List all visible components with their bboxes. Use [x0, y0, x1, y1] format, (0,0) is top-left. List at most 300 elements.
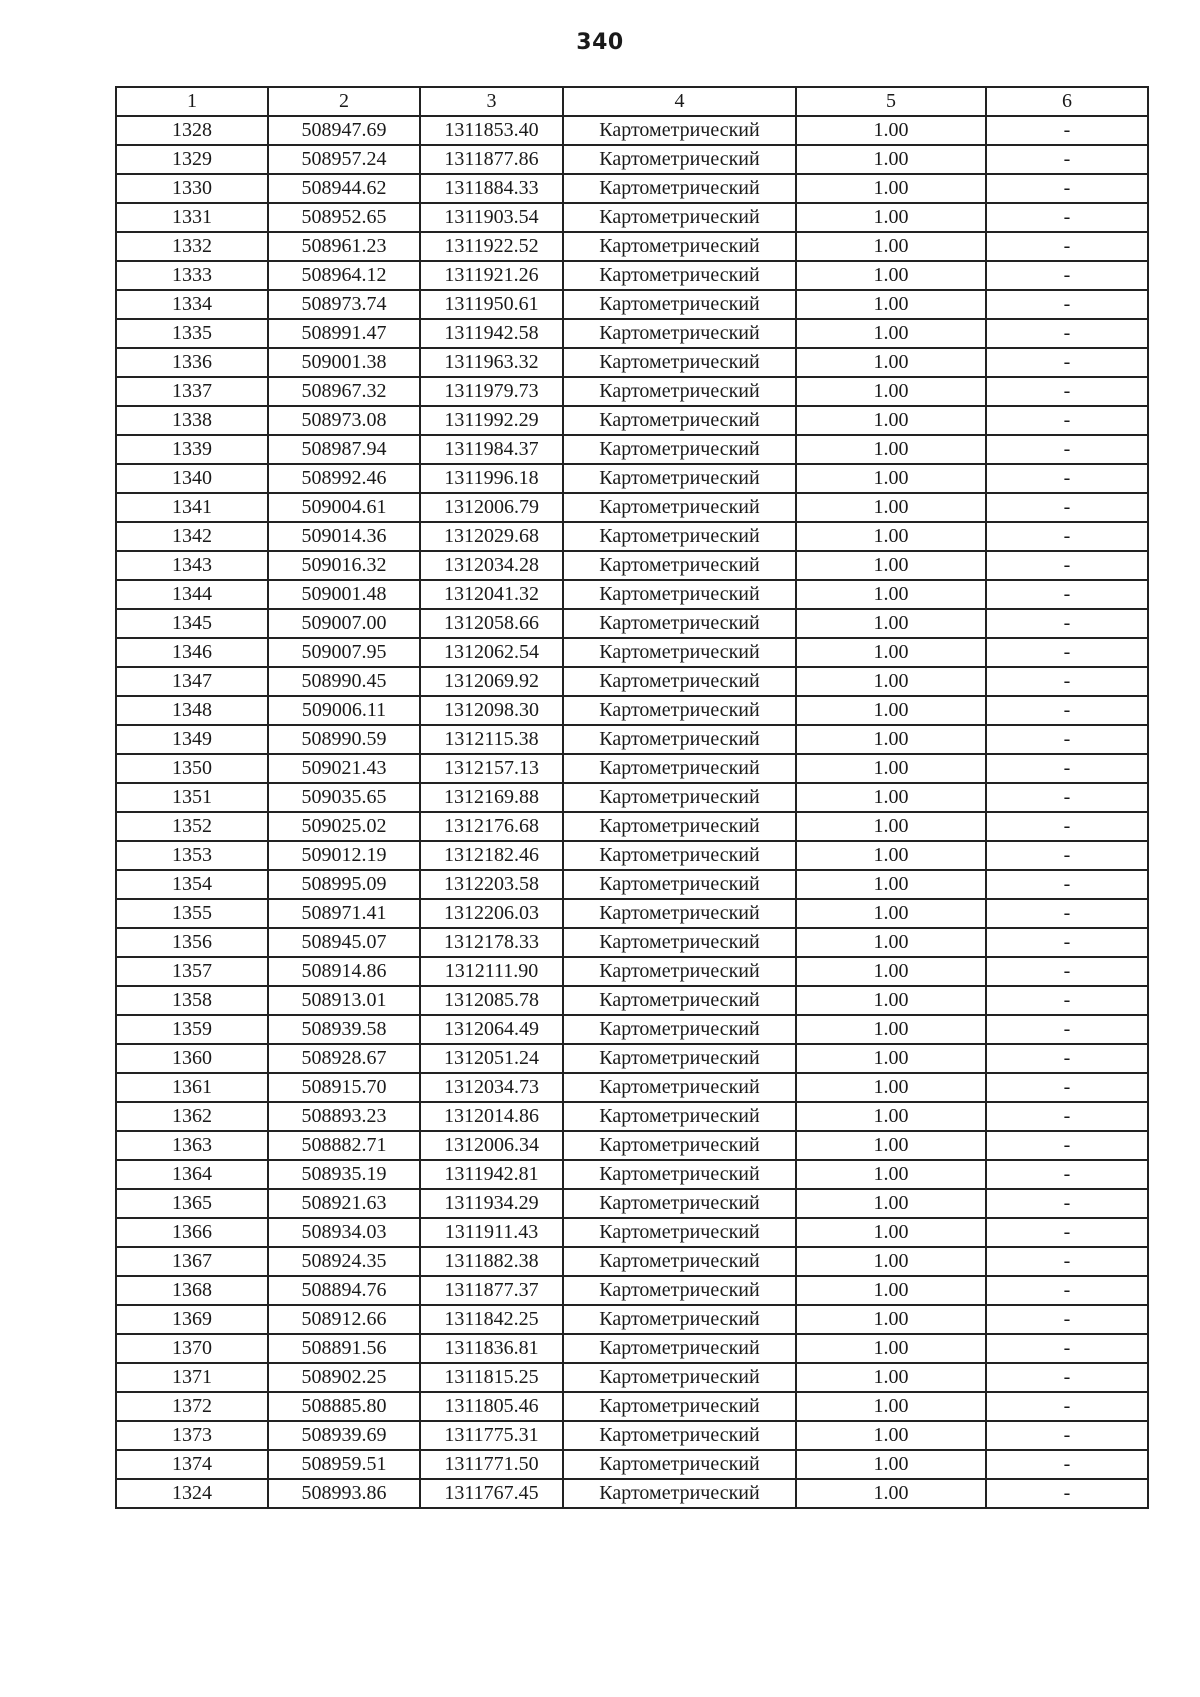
x-coordinate-cell: 508964.12: [268, 261, 420, 290]
accuracy-cell: 1.00: [796, 1450, 986, 1479]
accuracy-cell: 1.00: [796, 1044, 986, 1073]
point-number-cell: 1349: [116, 725, 268, 754]
point-number-cell: 1342: [116, 522, 268, 551]
table-row: [116, 899, 1148, 928]
y-coordinate-cell: 1312178.33: [420, 928, 563, 957]
description-cell: -: [986, 1218, 1148, 1247]
x-coordinate-cell: 508967.32: [268, 377, 420, 406]
x-coordinate-cell: 509007.95: [268, 638, 420, 667]
point-number-cell: 1338: [116, 406, 268, 435]
method-cell: Картометрический: [563, 348, 796, 377]
table-row: [116, 1421, 1148, 1450]
description-cell: -: [986, 522, 1148, 551]
y-coordinate-cell: 1311984.37: [420, 435, 563, 464]
x-coordinate-cell: 509016.32: [268, 551, 420, 580]
method-cell: Картометрический: [563, 1276, 796, 1305]
accuracy-cell: 1.00: [796, 551, 986, 580]
accuracy-cell: 1.00: [796, 522, 986, 551]
method-cell: Картометрический: [563, 1479, 796, 1508]
y-coordinate-cell: 1311882.38: [420, 1247, 563, 1276]
method-cell: Картометрический: [563, 1421, 796, 1450]
y-coordinate-cell: 1311842.25: [420, 1305, 563, 1334]
y-coordinate-cell: 1311992.29: [420, 406, 563, 435]
y-coordinate-cell: 1312111.90: [420, 957, 563, 986]
description-cell: -: [986, 377, 1148, 406]
description-cell: -: [986, 928, 1148, 957]
method-cell: Картометрический: [563, 1189, 796, 1218]
method-cell: Картометрический: [563, 1392, 796, 1421]
point-number-cell: 1343: [116, 551, 268, 580]
x-coordinate-cell: 508990.59: [268, 725, 420, 754]
page-number: 340: [576, 30, 624, 55]
method-cell: Картометрический: [563, 1131, 796, 1160]
description-cell: -: [986, 1102, 1148, 1131]
description-cell: -: [986, 493, 1148, 522]
accuracy-cell: 1.00: [796, 667, 986, 696]
accuracy-cell: 1.00: [796, 1189, 986, 1218]
x-coordinate-cell: 508973.08: [268, 406, 420, 435]
y-coordinate-cell: 1311911.43: [420, 1218, 563, 1247]
method-cell: Картометрический: [563, 174, 796, 203]
accuracy-cell: 1.00: [796, 1247, 986, 1276]
description-cell: -: [986, 1421, 1148, 1450]
table-row: [116, 957, 1148, 986]
y-coordinate-cell: 1312051.24: [420, 1044, 563, 1073]
column-header: 6: [986, 87, 1148, 116]
method-cell: Картометрический: [563, 725, 796, 754]
point-number-cell: 1328: [116, 116, 268, 145]
accuracy-cell: 1.00: [796, 1421, 986, 1450]
table-row: [116, 1044, 1148, 1073]
x-coordinate-cell: 508928.67: [268, 1044, 420, 1073]
x-coordinate-cell: 508939.69: [268, 1421, 420, 1450]
x-coordinate-cell: 508893.23: [268, 1102, 420, 1131]
table-row: [116, 928, 1148, 957]
accuracy-cell: 1.00: [796, 1218, 986, 1247]
x-coordinate-cell: 508885.80: [268, 1392, 420, 1421]
table-row: [116, 986, 1148, 1015]
x-coordinate-cell: 508947.69: [268, 116, 420, 145]
point-number-cell: 1344: [116, 580, 268, 609]
method-cell: Картометрический: [563, 377, 796, 406]
y-coordinate-cell: 1312098.30: [420, 696, 563, 725]
table-row: [116, 377, 1148, 406]
point-number-cell: 1339: [116, 435, 268, 464]
point-number-cell: 1348: [116, 696, 268, 725]
x-coordinate-cell: 508945.07: [268, 928, 420, 957]
table-row: [116, 116, 1148, 145]
y-coordinate-cell: 1312085.78: [420, 986, 563, 1015]
method-cell: Картометрический: [563, 667, 796, 696]
method-cell: Картометрический: [563, 261, 796, 290]
description-cell: -: [986, 116, 1148, 145]
description-cell: -: [986, 290, 1148, 319]
x-coordinate-cell: 508915.70: [268, 1073, 420, 1102]
description-cell: -: [986, 580, 1148, 609]
y-coordinate-cell: 1311996.18: [420, 464, 563, 493]
description-cell: -: [986, 145, 1148, 174]
y-coordinate-cell: 1312064.49: [420, 1015, 563, 1044]
table-row: [116, 1247, 1148, 1276]
table-row: [116, 1305, 1148, 1334]
accuracy-cell: 1.00: [796, 1102, 986, 1131]
y-coordinate-cell: 1311805.46: [420, 1392, 563, 1421]
x-coordinate-cell: 508973.74: [268, 290, 420, 319]
method-cell: Картометрический: [563, 928, 796, 957]
x-coordinate-cell: 508990.45: [268, 667, 420, 696]
column-header: 4: [563, 87, 796, 116]
accuracy-cell: 1.00: [796, 261, 986, 290]
y-coordinate-cell: 1311922.52: [420, 232, 563, 261]
point-number-cell: 1346: [116, 638, 268, 667]
accuracy-cell: 1.00: [796, 1392, 986, 1421]
accuracy-cell: 1.00: [796, 435, 986, 464]
method-cell: Картометрический: [563, 319, 796, 348]
description-cell: -: [986, 841, 1148, 870]
point-number-cell: 1337: [116, 377, 268, 406]
accuracy-cell: 1.00: [796, 319, 986, 348]
accuracy-cell: 1.00: [796, 145, 986, 174]
description-cell: -: [986, 667, 1148, 696]
description-cell: -: [986, 551, 1148, 580]
method-cell: Картометрический: [563, 290, 796, 319]
accuracy-cell: 1.00: [796, 899, 986, 928]
accuracy-cell: 1.00: [796, 609, 986, 638]
table-body: [116, 116, 1148, 1508]
y-coordinate-cell: 1312203.58: [420, 870, 563, 899]
method-cell: Картометрический: [563, 783, 796, 812]
y-coordinate-cell: 1312006.79: [420, 493, 563, 522]
x-coordinate-cell: 508913.01: [268, 986, 420, 1015]
x-coordinate-cell: 508971.41: [268, 899, 420, 928]
coordinates-table: [115, 86, 1149, 1509]
point-number-cell: 1367: [116, 1247, 268, 1276]
table-row: [116, 1073, 1148, 1102]
table-row: [116, 232, 1148, 261]
table-row: [116, 493, 1148, 522]
point-number-cell: 1366: [116, 1218, 268, 1247]
table-row: [116, 1189, 1148, 1218]
description-cell: -: [986, 1160, 1148, 1189]
x-coordinate-cell: 508935.19: [268, 1160, 420, 1189]
point-number-cell: 1363: [116, 1131, 268, 1160]
point-number-cell: 1356: [116, 928, 268, 957]
description-cell: -: [986, 957, 1148, 986]
point-number-cell: 1371: [116, 1363, 268, 1392]
x-coordinate-cell: 509012.19: [268, 841, 420, 870]
y-coordinate-cell: 1312034.28: [420, 551, 563, 580]
method-cell: Картометрический: [563, 1334, 796, 1363]
point-number-cell: 1340: [116, 464, 268, 493]
accuracy-cell: 1.00: [796, 870, 986, 899]
point-number-cell: 1332: [116, 232, 268, 261]
point-number-cell: 1359: [116, 1015, 268, 1044]
table-row: [116, 1363, 1148, 1392]
table-row: [116, 725, 1148, 754]
y-coordinate-cell: 1312069.92: [420, 667, 563, 696]
x-coordinate-cell: 508902.25: [268, 1363, 420, 1392]
y-coordinate-cell: 1311877.86: [420, 145, 563, 174]
point-number-cell: 1368: [116, 1276, 268, 1305]
method-cell: Картометрический: [563, 464, 796, 493]
method-cell: Картометрический: [563, 580, 796, 609]
x-coordinate-cell: 508952.65: [268, 203, 420, 232]
accuracy-cell: 1.00: [796, 957, 986, 986]
accuracy-cell: 1.00: [796, 638, 986, 667]
table-row: [116, 1218, 1148, 1247]
point-number-cell: 1329: [116, 145, 268, 174]
point-number-cell: 1374: [116, 1450, 268, 1479]
description-cell: -: [986, 261, 1148, 290]
accuracy-cell: 1.00: [796, 986, 986, 1015]
method-cell: Картометрический: [563, 1044, 796, 1073]
description-cell: -: [986, 1015, 1148, 1044]
point-number-cell: 1354: [116, 870, 268, 899]
method-cell: Картометрический: [563, 1160, 796, 1189]
point-number-cell: 1352: [116, 812, 268, 841]
description-cell: -: [986, 174, 1148, 203]
accuracy-cell: 1.00: [796, 1073, 986, 1102]
y-coordinate-cell: 1312062.54: [420, 638, 563, 667]
method-cell: Картометрический: [563, 1073, 796, 1102]
table-row: [116, 348, 1148, 377]
description-cell: -: [986, 1131, 1148, 1160]
description-cell: -: [986, 1044, 1148, 1073]
point-number-cell: 1353: [116, 841, 268, 870]
point-number-cell: 1341: [116, 493, 268, 522]
description-cell: -: [986, 232, 1148, 261]
x-coordinate-cell: 509014.36: [268, 522, 420, 551]
x-coordinate-cell: 508891.56: [268, 1334, 420, 1363]
table-row: [116, 667, 1148, 696]
method-cell: Картометрический: [563, 406, 796, 435]
y-coordinate-cell: 1311979.73: [420, 377, 563, 406]
description-cell: -: [986, 1189, 1148, 1218]
column-header: 5: [796, 87, 986, 116]
method-cell: Картометрический: [563, 1363, 796, 1392]
x-coordinate-cell: 509007.00: [268, 609, 420, 638]
accuracy-cell: 1.00: [796, 928, 986, 957]
accuracy-cell: 1.00: [796, 754, 986, 783]
table-row: [116, 319, 1148, 348]
table-row: [116, 1015, 1148, 1044]
y-coordinate-cell: 1311771.50: [420, 1450, 563, 1479]
y-coordinate-cell: 1311815.25: [420, 1363, 563, 1392]
table-row: [116, 1160, 1148, 1189]
table-row: [116, 145, 1148, 174]
method-cell: Картометрический: [563, 1305, 796, 1334]
table-row: [116, 435, 1148, 464]
description-cell: -: [986, 1450, 1148, 1479]
description-cell: -: [986, 1479, 1148, 1508]
point-number-cell: 1345: [116, 609, 268, 638]
method-cell: Картометрический: [563, 1247, 796, 1276]
point-number-cell: 1331: [116, 203, 268, 232]
method-cell: Картометрический: [563, 870, 796, 899]
point-number-cell: 1369: [116, 1305, 268, 1334]
description-cell: -: [986, 435, 1148, 464]
accuracy-cell: 1.00: [796, 1160, 986, 1189]
description-cell: -: [986, 319, 1148, 348]
method-cell: Картометрический: [563, 232, 796, 261]
y-coordinate-cell: 1312041.32: [420, 580, 563, 609]
x-coordinate-cell: 508993.86: [268, 1479, 420, 1508]
table-row: [116, 638, 1148, 667]
table-row: [116, 609, 1148, 638]
column-header: 1: [116, 87, 268, 116]
y-coordinate-cell: 1312115.38: [420, 725, 563, 754]
table-row: [116, 1131, 1148, 1160]
description-cell: -: [986, 1392, 1148, 1421]
accuracy-cell: 1.00: [796, 580, 986, 609]
accuracy-cell: 1.00: [796, 203, 986, 232]
y-coordinate-cell: 1311884.33: [420, 174, 563, 203]
description-cell: -: [986, 870, 1148, 899]
table-row: [116, 783, 1148, 812]
description-cell: -: [986, 348, 1148, 377]
method-cell: Картометрический: [563, 638, 796, 667]
y-coordinate-cell: 1312169.88: [420, 783, 563, 812]
x-coordinate-cell: 508959.51: [268, 1450, 420, 1479]
x-coordinate-cell: 508934.03: [268, 1218, 420, 1247]
point-number-cell: 1373: [116, 1421, 268, 1450]
description-cell: -: [986, 812, 1148, 841]
y-coordinate-cell: 1312206.03: [420, 899, 563, 928]
method-cell: Картометрический: [563, 899, 796, 928]
method-cell: Картометрический: [563, 493, 796, 522]
accuracy-cell: 1.00: [796, 783, 986, 812]
y-coordinate-cell: 1311942.81: [420, 1160, 563, 1189]
accuracy-cell: 1.00: [796, 377, 986, 406]
point-number-cell: 1358: [116, 986, 268, 1015]
table-row: [116, 174, 1148, 203]
description-cell: -: [986, 754, 1148, 783]
x-coordinate-cell: 508914.86: [268, 957, 420, 986]
table-row: [116, 1479, 1148, 1508]
x-coordinate-cell: 508894.76: [268, 1276, 420, 1305]
method-cell: Картометрический: [563, 1218, 796, 1247]
point-number-cell: 1362: [116, 1102, 268, 1131]
description-cell: -: [986, 1363, 1148, 1392]
table-row: [116, 551, 1148, 580]
column-header: 3: [420, 87, 563, 116]
table-row: [116, 261, 1148, 290]
table-header-row: [116, 87, 1148, 116]
table-row: [116, 406, 1148, 435]
description-cell: -: [986, 1334, 1148, 1363]
description-cell: -: [986, 899, 1148, 928]
table-row: [116, 580, 1148, 609]
x-coordinate-cell: 508939.58: [268, 1015, 420, 1044]
table-row: [116, 464, 1148, 493]
accuracy-cell: 1.00: [796, 696, 986, 725]
y-coordinate-cell: 1312006.34: [420, 1131, 563, 1160]
point-number-cell: 1351: [116, 783, 268, 812]
point-number-cell: 1365: [116, 1189, 268, 1218]
description-cell: -: [986, 464, 1148, 493]
x-coordinate-cell: 509035.65: [268, 783, 420, 812]
accuracy-cell: 1.00: [796, 1131, 986, 1160]
description-cell: -: [986, 725, 1148, 754]
x-coordinate-cell: 509025.02: [268, 812, 420, 841]
x-coordinate-cell: 509021.43: [268, 754, 420, 783]
accuracy-cell: 1.00: [796, 493, 986, 522]
accuracy-cell: 1.00: [796, 1015, 986, 1044]
point-number-cell: 1347: [116, 667, 268, 696]
description-cell: -: [986, 203, 1148, 232]
accuracy-cell: 1.00: [796, 290, 986, 319]
point-number-cell: 1357: [116, 957, 268, 986]
accuracy-cell: 1.00: [796, 1363, 986, 1392]
method-cell: Картометрический: [563, 435, 796, 464]
point-number-cell: 1334: [116, 290, 268, 319]
y-coordinate-cell: 1312014.86: [420, 1102, 563, 1131]
x-coordinate-cell: 508921.63: [268, 1189, 420, 1218]
method-cell: Картометрический: [563, 116, 796, 145]
column-header: 2: [268, 87, 420, 116]
x-coordinate-cell: 508995.09: [268, 870, 420, 899]
table-row: [116, 522, 1148, 551]
y-coordinate-cell: 1311921.26: [420, 261, 563, 290]
y-coordinate-cell: 1311903.54: [420, 203, 563, 232]
y-coordinate-cell: 1312176.68: [420, 812, 563, 841]
x-coordinate-cell: 508924.35: [268, 1247, 420, 1276]
y-coordinate-cell: 1311767.45: [420, 1479, 563, 1508]
y-coordinate-cell: 1312058.66: [420, 609, 563, 638]
table-row: [116, 870, 1148, 899]
accuracy-cell: 1.00: [796, 812, 986, 841]
method-cell: Картометрический: [563, 609, 796, 638]
accuracy-cell: 1.00: [796, 1334, 986, 1363]
description-cell: -: [986, 1276, 1148, 1305]
method-cell: Картометрический: [563, 812, 796, 841]
table-row: [116, 1450, 1148, 1479]
method-cell: Картометрический: [563, 1450, 796, 1479]
y-coordinate-cell: 1311877.37: [420, 1276, 563, 1305]
description-cell: -: [986, 1073, 1148, 1102]
table-row: [116, 812, 1148, 841]
x-coordinate-cell: 509001.38: [268, 348, 420, 377]
description-cell: -: [986, 406, 1148, 435]
description-cell: -: [986, 696, 1148, 725]
accuracy-cell: 1.00: [796, 116, 986, 145]
point-number-cell: 1370: [116, 1334, 268, 1363]
x-coordinate-cell: 509006.11: [268, 696, 420, 725]
accuracy-cell: 1.00: [796, 1276, 986, 1305]
method-cell: Картометрический: [563, 1015, 796, 1044]
accuracy-cell: 1.00: [796, 464, 986, 493]
method-cell: Картометрический: [563, 551, 796, 580]
table-row: [116, 1102, 1148, 1131]
point-number-cell: 1335: [116, 319, 268, 348]
x-coordinate-cell: 508944.62: [268, 174, 420, 203]
y-coordinate-cell: 1311963.32: [420, 348, 563, 377]
accuracy-cell: 1.00: [796, 1479, 986, 1508]
x-coordinate-cell: 508991.47: [268, 319, 420, 348]
x-coordinate-cell: 508992.46: [268, 464, 420, 493]
accuracy-cell: 1.00: [796, 1305, 986, 1334]
accuracy-cell: 1.00: [796, 348, 986, 377]
point-number-cell: 1360: [116, 1044, 268, 1073]
method-cell: Картометрический: [563, 522, 796, 551]
point-number-cell: 1324: [116, 1479, 268, 1508]
y-coordinate-cell: 1312029.68: [420, 522, 563, 551]
method-cell: Картометрический: [563, 696, 796, 725]
y-coordinate-cell: 1312157.13: [420, 754, 563, 783]
x-coordinate-cell: 508987.94: [268, 435, 420, 464]
x-coordinate-cell: 508961.23: [268, 232, 420, 261]
table-row: [116, 1276, 1148, 1305]
